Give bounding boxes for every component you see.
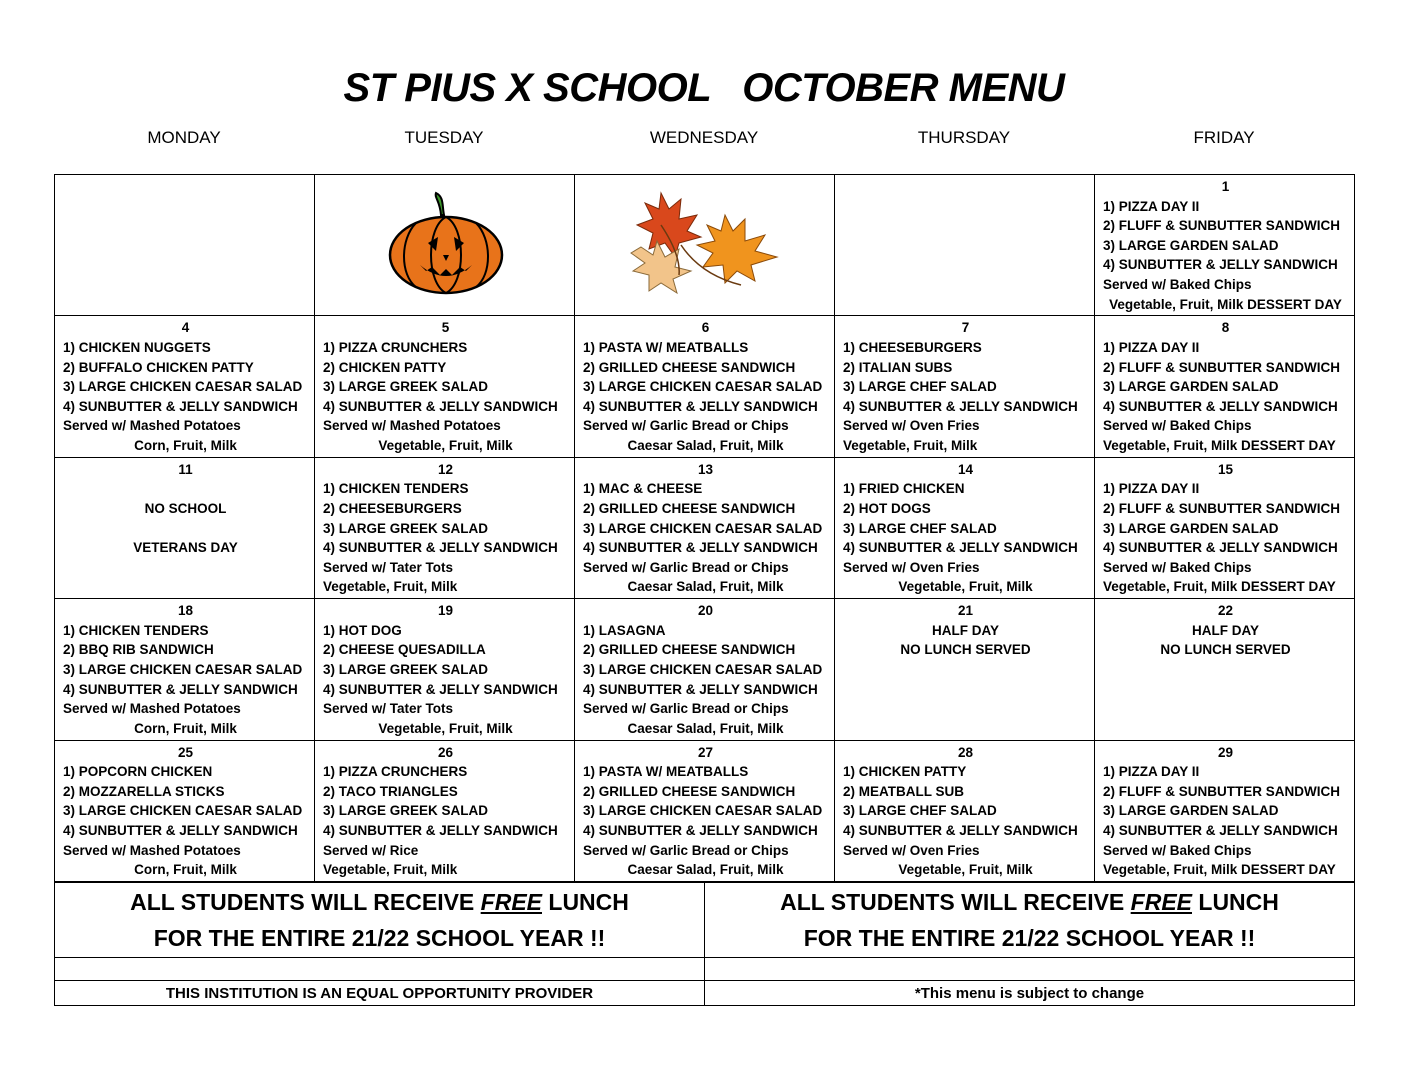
menu-item: 2) MEATBALL SUB: [843, 783, 964, 799]
menu-item: Served w/ Mashed Potatoes: [63, 701, 241, 717]
menu-item: 2) MOZZARELLA STICKS: [63, 783, 225, 799]
menu-item: 4) SUNBUTTER & JELLY SANDWICH: [63, 398, 298, 414]
autumn-leaves-icon: [621, 185, 791, 300]
day-number: 7: [961, 320, 970, 336]
day-number: 18: [177, 603, 194, 619]
day-number: 22: [1217, 603, 1234, 619]
day-number: 8: [1221, 320, 1230, 336]
menu-item: 1) HOT DOG: [323, 622, 402, 638]
menu-sides: Vegetable, Fruit, Milk DESSERT DAY: [1109, 296, 1342, 312]
menu-item: 4) SUNBUTTER & JELLY SANDWICH: [323, 540, 558, 556]
calendar-week-row: [55, 599, 1355, 740]
menu-item: Served w/ Mashed Potatoes: [63, 418, 241, 434]
calendar-day-cell: [315, 740, 575, 881]
free-lunch-text: ALL STUDENTS WILL RECEIVE: [780, 889, 1131, 915]
menu-item: 4) SUNBUTTER & JELLY SANDWICH: [323, 398, 558, 414]
menu-item: 1) PASTA W/ MEATBALLS: [583, 339, 749, 355]
notice-text: [63, 519, 308, 539]
free-word: FREE: [1130, 889, 1192, 915]
free-lunch-text: ALL STUDENTS WILL RECEIVE: [130, 889, 481, 915]
menu-item: 2) CHEESEBURGERS: [323, 500, 462, 516]
menu-item: 3) LARGE CHEF SALAD: [843, 520, 997, 536]
calendar-day-cell: [55, 599, 315, 740]
free-lunch-line2: FOR THE ENTIRE 21/22 SCHOOL YEAR !!: [803, 925, 1256, 951]
menu-item: 2) GRILLED CHEESE SANDWICH: [583, 642, 796, 658]
menu-item: Served w/ Rice: [323, 842, 419, 858]
day-number: 20: [697, 603, 714, 619]
menu-item: 2) FLUFF & SUNBUTTER SANDWICH: [1103, 500, 1340, 516]
day-number: 27: [697, 744, 714, 760]
calendar-day-cell: [315, 175, 575, 316]
menu-item: 3) LARGE GREEK SALAD: [323, 379, 489, 395]
menu-item: 3) LARGE CHICKEN CAESAR SALAD: [583, 520, 823, 536]
menu-sides: Vegetable, Fruit, Milk DESSERT DAY: [1103, 862, 1336, 878]
calendar-day-cell: [835, 457, 1095, 598]
calendar-day-cell: [575, 316, 835, 457]
menu-item: 1) LASAGNA: [583, 622, 666, 638]
weekday-tuesday: TUESDAY: [404, 128, 484, 147]
equal-opportunity-statement: THIS INSTITUTION IS AN EQUAL OPPORTUNITY PROVIDER: [55, 981, 705, 1006]
blank-cell: [55, 958, 705, 981]
menu-item: 1) PIZZA CRUNCHERS: [323, 764, 468, 780]
calendar-day-cell: [575, 457, 835, 598]
menu-item: 3) LARGE GARDEN SALAD: [1103, 520, 1279, 536]
notice-text: HALF DAY: [931, 622, 999, 638]
calendar-day-cell: [315, 316, 575, 457]
day-number: 28: [957, 744, 974, 760]
day-number: 19: [437, 603, 454, 619]
menu-item: 2) FLUFF & SUNBUTTER SANDWICH: [1103, 218, 1340, 234]
menu-item: 1) PASTA W/ MEATBALLS: [583, 764, 749, 780]
day-number: 6: [701, 320, 710, 336]
day-number: 21: [957, 603, 974, 619]
calendar-day-cell: [575, 599, 835, 740]
menu-item: Served w/ Tater Tots: [323, 701, 454, 717]
menu-item: 3) LARGE GARDEN SALAD: [1103, 237, 1279, 253]
menu-sides: Vegetable, Fruit, Milk: [378, 437, 513, 453]
menu-sides: Vegetable, Fruit, Milk: [843, 437, 978, 453]
menu-item: 1) CHICKEN NUGGETS: [63, 339, 211, 355]
menu-item: Served w/ Mashed Potatoes: [63, 842, 241, 858]
menu-item: 3) LARGE CHEF SALAD: [843, 379, 997, 395]
calendar-day-cell: [835, 175, 1095, 316]
day-number: 26: [437, 744, 454, 760]
calendar-week-row: [55, 740, 1355, 881]
menu-item: 4) SUNBUTTER & JELLY SANDWICH: [1103, 398, 1338, 414]
menu-item: 4) SUNBUTTER & JELLY SANDWICH: [1103, 257, 1338, 273]
page-title: ST PIUS X SCHOOL OCTOBER MENU: [343, 66, 1065, 110]
menu-item: 2) BBQ RIB SANDWICH: [63, 642, 214, 658]
menu-item: Served w/ Oven Fries: [843, 418, 980, 434]
menu-item: 2) GRILLED CHEESE SANDWICH: [583, 500, 796, 516]
menu-item: 4) SUNBUTTER & JELLY SANDWICH: [63, 681, 298, 697]
menu-item: 2) TACO TRIANGLES: [323, 783, 458, 799]
free-lunch-notice-right: [705, 883, 1355, 958]
calendar-day-cell: [835, 316, 1095, 457]
menu-item: 4) SUNBUTTER & JELLY SANDWICH: [583, 681, 818, 697]
menu-item: 4) SUNBUTTER & JELLY SANDWICH: [63, 822, 298, 838]
menu-item: 1) CHICKEN PATTY: [843, 764, 967, 780]
day-number: 11: [178, 461, 193, 477]
menu-item: 4) SUNBUTTER & JELLY SANDWICH: [1103, 540, 1338, 556]
menu-item: 2) HOT DOGS: [843, 500, 931, 516]
menu-item: 3) LARGE CHEF SALAD: [843, 803, 997, 819]
menu-item: 4) SUNBUTTER & JELLY SANDWICH: [583, 822, 818, 838]
menu-item: 3) LARGE CHICKEN CAESAR SALAD: [63, 379, 303, 395]
menu-item: Served w/ Baked Chips: [1103, 842, 1252, 858]
calendar-day-cell: [1095, 599, 1355, 740]
calendar-week-row: [55, 175, 1355, 316]
menu-item: 2) GRILLED CHEESE SANDWICH: [583, 359, 796, 375]
menu-item: Served w/ Mashed Potatoes: [323, 418, 501, 434]
menu-item: 2) CHEESE QUESADILLA: [323, 642, 486, 658]
day-number: 25: [177, 744, 194, 760]
weekday-friday: FRIDAY: [1193, 128, 1255, 147]
calendar-week-row: [55, 316, 1355, 457]
pumpkin-icon: [386, 187, 506, 297]
menu-item: 3) LARGE GREEK SALAD: [323, 803, 489, 819]
free-lunch-line2: FOR THE ENTIRE 21/22 SCHOOL YEAR !!: [153, 925, 606, 951]
calendar-week-row: [55, 457, 1355, 598]
calendar-day-cell: [1095, 175, 1355, 316]
calendar-day-cell: [55, 316, 315, 457]
menu-item: 2) ITALIAN SUBS: [843, 359, 953, 375]
weekday-thursday: THURSDAY: [917, 128, 1011, 147]
menu-sides: Vegetable, Fruit, Milk: [323, 862, 458, 878]
calendar-day-cell: [835, 599, 1095, 740]
notice-text: NO SCHOOL: [144, 500, 227, 516]
calendar-day-cell: [835, 740, 1095, 881]
free-word: FREE: [480, 889, 542, 915]
menu-item: 3) LARGE CHICKEN CAESAR SALAD: [583, 379, 823, 395]
calendar-day-cell: [575, 740, 835, 881]
menu-item: 3) LARGE GREEK SALAD: [323, 661, 489, 677]
day-number: 5: [441, 320, 450, 336]
notice-text: HALF DAY: [1191, 622, 1259, 638]
calendar-day-cell: [315, 457, 575, 598]
blank-cell: [705, 958, 1355, 981]
footer-table: [54, 882, 1355, 1006]
menu-item: 1) FRIED CHICKEN: [843, 481, 965, 497]
menu-item: 1) PIZZA DAY II: [1103, 481, 1200, 497]
free-lunch-text: LUNCH: [1192, 889, 1279, 915]
menu-item: Served w/ Baked Chips: [1103, 276, 1252, 292]
menu-item: 3) LARGE CHICKEN CAESAR SALAD: [63, 661, 303, 677]
menu-item: 3) LARGE GREEK SALAD: [323, 520, 489, 536]
day-number: 13: [697, 461, 714, 477]
menu-item: 1) CHICKEN TENDERS: [323, 481, 469, 497]
day-number: 1: [1221, 179, 1230, 194]
menu-item: 3) LARGE GARDEN SALAD: [1103, 803, 1279, 819]
day-number: 12: [437, 461, 454, 477]
calendar-day-cell: [55, 457, 315, 598]
menu-item: 4) SUNBUTTER & JELLY SANDWICH: [583, 540, 818, 556]
menu-item: Served w/ Baked Chips: [1103, 418, 1252, 434]
menu-sides: Corn, Fruit, Milk: [134, 720, 237, 736]
notice-text: NO LUNCH SERVED: [900, 642, 1031, 658]
menu-item: 1) PIZZA DAY II: [1103, 339, 1200, 355]
menu-item: 1) PIZZA CRUNCHERS: [323, 339, 468, 355]
menu-item: 3) LARGE CHICKEN CAESAR SALAD: [583, 803, 823, 819]
menu-item: Served w/ Garlic Bread or Chips: [583, 418, 789, 434]
day-number: 15: [1217, 461, 1234, 477]
menu-item: 4) SUNBUTTER & JELLY SANDWICH: [583, 398, 818, 414]
menu-sides: Vegetable, Fruit, Milk DESSERT DAY: [1103, 579, 1336, 595]
menu-item: 2) CHICKEN PATTY: [323, 359, 447, 375]
menu-sides: Caesar Salad, Fruit, Milk: [627, 579, 784, 595]
menu-item: 3) LARGE CHICKEN CAESAR SALAD: [583, 661, 823, 677]
free-lunch-notice-left: [55, 883, 705, 958]
menu-calendar: [54, 174, 1355, 882]
calendar-day-cell: [315, 599, 575, 740]
calendar-day-cell: [1095, 457, 1355, 598]
menu-item: 2) FLUFF & SUNBUTTER SANDWICH: [1103, 359, 1340, 375]
menu-sides: Caesar Salad, Fruit, Milk: [627, 437, 784, 453]
menu-item: 1) PIZZA DAY II: [1103, 764, 1200, 780]
menu-sides: Corn, Fruit, Milk: [134, 862, 237, 878]
menu-item: 1) PIZZA DAY II: [1103, 198, 1200, 214]
notice-text: VETERANS DAY: [133, 540, 238, 556]
menu-item: Served w/ Oven Fries: [843, 559, 980, 575]
weekday-wednesday: WEDNESDAY: [649, 128, 759, 147]
weekday-monday: MONDAY: [147, 128, 221, 147]
menu-item: 3) LARGE GARDEN SALAD: [1103, 379, 1279, 395]
calendar-day-cell: [1095, 740, 1355, 881]
menu-item: 1) CHEESEBURGERS: [843, 339, 982, 355]
menu-sides: Caesar Salad, Fruit, Milk: [627, 862, 784, 878]
menu-item: Served w/ Baked Chips: [1103, 559, 1252, 575]
calendar-day-cell: [55, 175, 315, 316]
menu-item: 4) SUNBUTTER & JELLY SANDWICH: [323, 681, 558, 697]
menu-item: 4) SUNBUTTER & JELLY SANDWICH: [843, 398, 1078, 414]
menu-item: Served w/ Oven Fries: [843, 842, 980, 858]
menu-item: 2) FLUFF & SUNBUTTER SANDWICH: [1103, 783, 1340, 799]
notice-text: NO LUNCH SERVED: [1160, 642, 1291, 658]
menu-item: Served w/ Garlic Bread or Chips: [583, 701, 789, 717]
menu-item: Served w/ Garlic Bread or Chips: [583, 842, 789, 858]
calendar-day-cell: [575, 175, 835, 316]
menu-item: 1) POPCORN CHICKEN: [63, 764, 213, 780]
menu-item: 4) SUNBUTTER & JELLY SANDWICH: [843, 540, 1078, 556]
menu-sides: Vegetable, Fruit, Milk: [323, 579, 458, 595]
day-number: 14: [957, 461, 974, 477]
menu-sides: Vegetable, Fruit, Milk: [898, 862, 1033, 878]
subject-to-change-note: *This menu is subject to change: [705, 981, 1355, 1006]
notice-text: [63, 479, 308, 499]
calendar-day-cell: [55, 740, 315, 881]
menu-sides: Vegetable, Fruit, Milk: [898, 579, 1033, 595]
menu-item: 2) BUFFALO CHICKEN PATTY: [63, 359, 254, 375]
free-lunch-text: LUNCH: [542, 889, 629, 915]
menu-item: 4) SUNBUTTER & JELLY SANDWICH: [323, 822, 558, 838]
menu-item: 1) CHICKEN TENDERS: [63, 622, 209, 638]
menu-item: 2) GRILLED CHEESE SANDWICH: [583, 783, 796, 799]
menu-item: 3) LARGE CHICKEN CAESAR SALAD: [63, 803, 303, 819]
day-number: 29: [1217, 744, 1234, 760]
menu-sides: Caesar Salad, Fruit, Milk: [627, 720, 784, 736]
day-number: 4: [181, 320, 190, 336]
menu-item: 1) MAC & CHEESE: [583, 481, 703, 497]
calendar-day-cell: [1095, 316, 1355, 457]
menu-item: 4) SUNBUTTER & JELLY SANDWICH: [1103, 822, 1338, 838]
menu-sides: Corn, Fruit, Milk: [134, 437, 237, 453]
menu-sides: Vegetable, Fruit, Milk DESSERT DAY: [1103, 437, 1336, 453]
menu-item: 4) SUNBUTTER & JELLY SANDWICH: [843, 822, 1078, 838]
menu-item: Served w/ Garlic Bread or Chips: [583, 559, 789, 575]
weekday-header: [54, 128, 1354, 148]
menu-sides: Vegetable, Fruit, Milk: [378, 720, 513, 736]
menu-item: Served w/ Tater Tots: [323, 559, 454, 575]
